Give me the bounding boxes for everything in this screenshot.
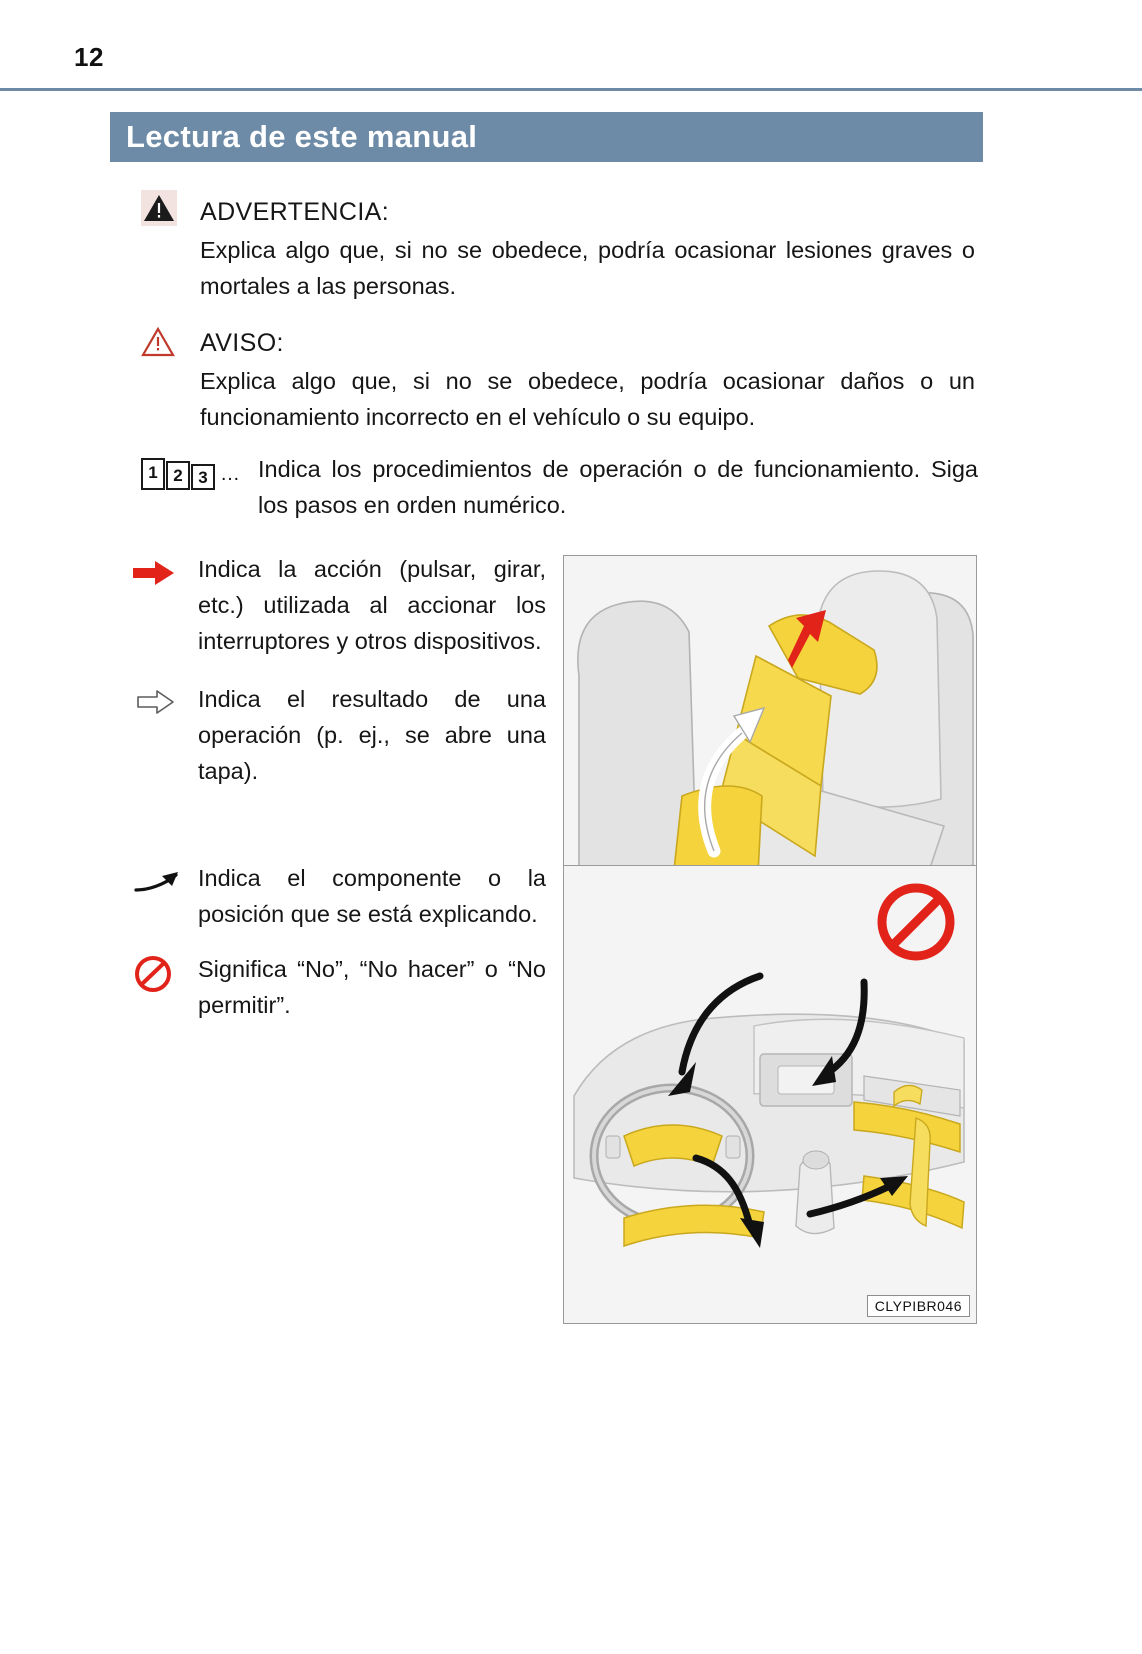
caution-triangle-outline-icon bbox=[140, 325, 176, 364]
steps-ellipsis: … bbox=[220, 463, 242, 485]
dashboard-prohibition-illustration bbox=[563, 865, 977, 1324]
action-arrow-text: Indica la acción (pulsar, girar, etc.) utilizada al accionar los interruptores y otros dispositivos. bbox=[198, 556, 546, 654]
page-title: Lectura de este manual bbox=[126, 119, 478, 154]
advertencia-text: Explica algo que, si no se obedece, podría ocasionar lesiones graves o mortales a las personas. bbox=[200, 237, 975, 299]
numbered-steps-icon bbox=[141, 458, 242, 490]
header-divider bbox=[0, 88, 1142, 91]
step-box-3: 3 bbox=[191, 464, 215, 490]
page-number: 12 bbox=[74, 42, 104, 72]
prohibition-text: Significa “No”, “No hacer” o “No permitir”. bbox=[198, 956, 546, 1018]
figure-code-2: CLYPIBR046 bbox=[867, 1295, 970, 1317]
section-title-bar bbox=[110, 112, 983, 162]
aviso-label: AVISO: bbox=[200, 329, 284, 357]
aviso-text: Explica algo que, si no se obedece, podría ocasionar daños o un funcionamiento incorrecto en el vehículo o su equipo. bbox=[200, 368, 975, 430]
warning-triangle-filled-icon bbox=[141, 190, 177, 226]
white-outline-arrow-icon bbox=[137, 689, 175, 720]
steps-text: Indica los procedimientos de operación o de funcionamiento. Siga los pasos en orden numérico. bbox=[258, 456, 978, 518]
step-box-1: 1 bbox=[141, 458, 165, 490]
advertencia-label: ADVERTENCIA: bbox=[200, 198, 390, 226]
red-solid-arrow-icon bbox=[133, 560, 175, 591]
component-pointer-text: Indica el componente o la posición que se está explicando. bbox=[198, 865, 546, 927]
step-box-2: 2 bbox=[166, 461, 190, 490]
prohibition-circle-icon bbox=[134, 955, 172, 998]
curved-pointer-arrow-icon bbox=[134, 870, 180, 899]
result-arrow-text: Indica el resultado de una operación (p. ej., se abre una tapa). bbox=[198, 686, 546, 784]
